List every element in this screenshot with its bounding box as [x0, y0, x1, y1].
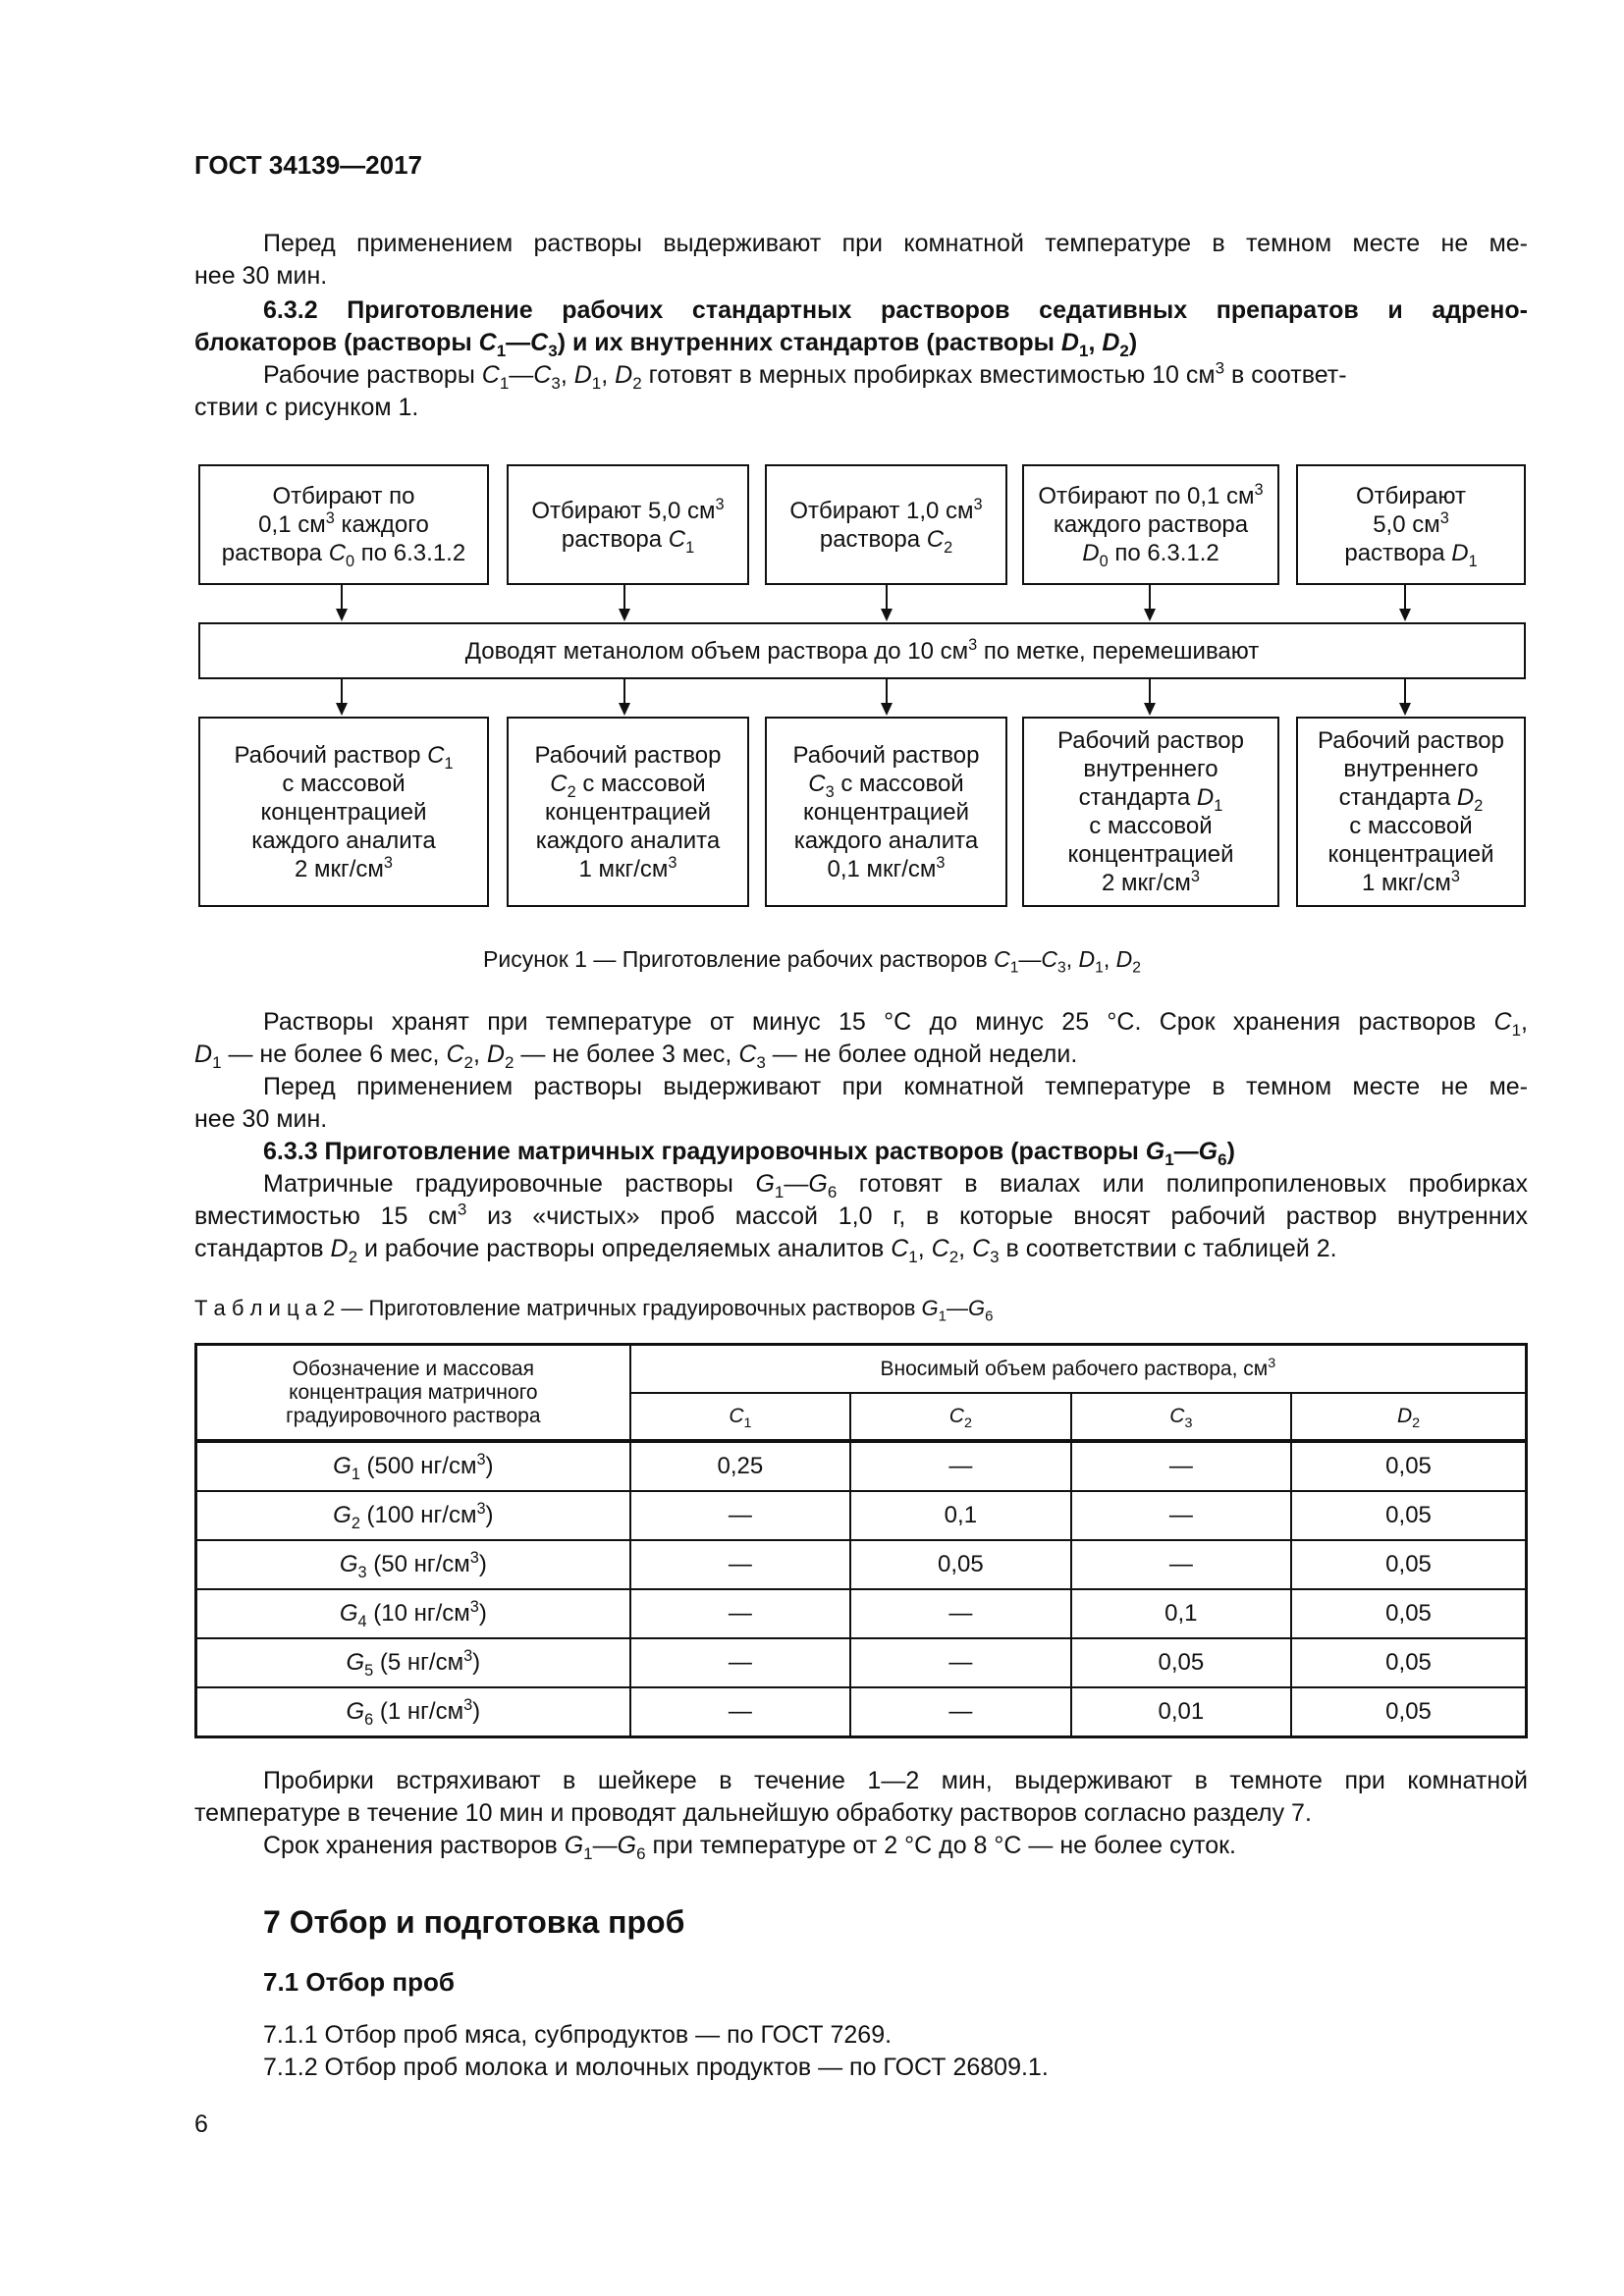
arrow-down-icon — [619, 609, 630, 621]
flow-box-bottom-1: Рабочий раствор $C_1$ с массовой концентрацией каждого аналита 2 мкг/$см^3$ — [198, 717, 489, 907]
flow-connector — [623, 679, 625, 705]
paragraph-line: нее 30 мин. — [194, 262, 328, 290]
table-cell: — — [1071, 1441, 1291, 1491]
table-cell: 0,05 — [850, 1540, 1070, 1589]
section-heading: блокаторов (растворы $C_1—C_3$) и их внутренних стандартов (растворы $D_1$, $D_2$) — [194, 329, 1138, 360]
arrow-down-icon — [881, 703, 893, 716]
flow-box-bottom-3: Рабочий раствор $C_3$ с массовой концентрацией каждого аналита 0,1 мкг/$см^3$ — [765, 717, 1007, 907]
flow-box-bottom-5: Рабочий раствор внутреннего стандарта $D_2$ с массовой концентрацией 1 мкг/$см^3$ — [1296, 717, 1526, 907]
paragraph-line: Пробирки встряхивают в шейкере в течение 1—2 мин, выдерживают в темноте при комнатной — [263, 1767, 1528, 1794]
table-cell: 0,05 — [1291, 1540, 1526, 1589]
list-item: 7.1.1 Отбор проб мяса, субпродуктов — по ГОСТ 7269. — [263, 2021, 893, 2049]
flow-box-top-4: Отбирают по 0,1 $см^3$ каждого раствора $D_0$ по 6.3.1.2 — [1022, 464, 1279, 585]
table-column-header: $C_1$ — [630, 1393, 850, 1441]
table-cell: 0,05 — [1291, 1687, 1526, 1737]
arrow-down-icon — [1399, 609, 1411, 621]
flow-connector — [1149, 585, 1151, 611]
flow-connector — [623, 585, 625, 611]
table-cell: 0,1 — [850, 1491, 1070, 1540]
table-cell: 0,05 — [1071, 1638, 1291, 1687]
flow-connector — [341, 585, 343, 611]
paragraph-line: Перед применением растворы выдерживают при комнатной температуре в темном месте не ме- — [263, 230, 1528, 257]
table-cell: $G_6$ (1 $нг/см^3$) — [196, 1687, 630, 1737]
table-cell: $G_2$ (100 $нг/см^3$) — [196, 1491, 630, 1540]
flow-box-top-5: Отбирают 5,0 $см^3$ раствора $D_1$ — [1296, 464, 1526, 585]
table-column-header: $D_2$ — [1291, 1393, 1526, 1441]
paragraph-line: температуре в течение 10 мин и проводят дальнейшую обработку растворов согласно разделу 7. — [194, 1799, 1312, 1827]
arrow-down-icon — [619, 703, 630, 716]
table-cell: — — [850, 1638, 1070, 1687]
table-cell: $G_1$ (500 $нг/см^3$) — [196, 1441, 630, 1491]
paragraph-line: $D_1$ — не более 6 мес, $C_2$, $D_2$ — не более 3 мес, $C_3$ — не более одной недели. — [194, 1041, 1078, 1072]
table-column-header: $C_2$ — [850, 1393, 1070, 1441]
table-cell: — — [630, 1491, 850, 1540]
paragraph-line: нее 30 мин. — [194, 1105, 328, 1133]
page-number: 6 — [194, 2110, 208, 2138]
paragraph-line: Срок хранения растворов $G_1—G_6$ при температуре от 2 °С до 8 °С — не более суток. — [263, 1832, 1236, 1863]
paragraph-line: стандартов $D_2$ и рабочие растворы определяемых аналитов $C_1$, $C_2$, $C_3$ в соответствии с таблицей 2. — [194, 1235, 1337, 1266]
table-cell: 0,01 — [1071, 1687, 1291, 1737]
section-heading: 6.3.3 Приготовление матричных градуировочных растворов (растворы $G_1—G_6$) — [263, 1138, 1235, 1169]
table-cell: $G_3$ (50 $нг/см^3$) — [196, 1540, 630, 1589]
table-cell: $G_4$ (10 $нг/см^3$) — [196, 1589, 630, 1638]
flow-box-bottom-2: Рабочий раствор $C_2$ с массовой концентрацией каждого аналита 1 мкг/$см^3$ — [507, 717, 749, 907]
table-row — [196, 1687, 1527, 1737]
list-item: 7.1.2 Отбор проб молока и молочных продуктов — по ГОСТ 26809.1. — [263, 2054, 1049, 2081]
arrow-down-icon — [1399, 703, 1411, 716]
subsection-title: 7.1 Отбор проб — [263, 1967, 455, 1997]
arrow-down-icon — [1144, 609, 1156, 621]
flow-connector — [1149, 679, 1151, 705]
document-code: ГОСТ 34139—2017 — [194, 150, 422, 180]
table-row — [196, 1441, 1527, 1491]
section-heading: 6.3.2 Приготовление рабочих стандартных растворов седативных препаратов и адрено- — [263, 296, 1528, 324]
section-title: 7 Отбор и подготовка проб — [263, 1904, 685, 1940]
arrow-down-icon — [1144, 703, 1156, 716]
table-cell: — — [1071, 1540, 1291, 1589]
arrow-down-icon — [336, 609, 348, 621]
table-cell: — — [850, 1687, 1070, 1737]
paragraph-line: ствии с рисунком 1. — [194, 394, 419, 421]
table-column-header: $C_3$ — [1071, 1393, 1291, 1441]
table-header-cell: Обозначение и массовая концентрация матричного градуировочного раствора — [196, 1345, 630, 1442]
table-cell: 0,05 — [1291, 1589, 1526, 1638]
table-cell: — — [630, 1687, 850, 1737]
flow-box-top-2: Отбирают 5,0 $см^3$ раствора $C_1$ — [507, 464, 749, 585]
flow-box-top-3: Отбирают 1,0 $см^3$ раствора $C_2$ — [765, 464, 1007, 585]
table-header-cell: Вносимый объем рабочего раствора, $см^3$ — [630, 1345, 1527, 1394]
paragraph-line: Перед применением растворы выдерживают при комнатной температуре в темном месте не ме- — [263, 1073, 1528, 1100]
flow-connector — [886, 679, 888, 705]
table-cell: 0,05 — [1291, 1491, 1526, 1540]
figure-caption: Рисунок 1 — Приготовление рабочих растворов $C_1—C_3$, $D_1$, $D_2$ — [483, 946, 1141, 977]
flow-connector — [341, 679, 343, 705]
table-row — [196, 1491, 1527, 1540]
paragraph-line: вместимостью 15 $см^3$ из «чистых» проб массой 1,0 г, в которые вносят рабочий раствор внутренних — [194, 1200, 1528, 1230]
table-cell: 0,1 — [1071, 1589, 1291, 1638]
flow-box-top-1: Отбирают по 0,1 $см^3$ каждого раствора $C_0$ по 6.3.1.2 — [198, 464, 489, 585]
table-cell: 0,05 — [1291, 1638, 1526, 1687]
table-cell: — — [630, 1540, 850, 1589]
flow-box-middle: Доводят метанолом объем раствора до 10 $см^3$ по метке, перемешивают — [198, 622, 1526, 679]
table-cell: $G_5$ (5 $нг/см^3$) — [196, 1638, 630, 1687]
paragraph-line: Растворы хранят при температуре от минус 15 °С до минус 25 °С. Срок хранения растворов $C_1$, — [263, 1008, 1528, 1040]
arrow-down-icon — [336, 703, 348, 716]
paragraph-line: Матричные градуировочные растворы $G_1—G_6$ готовят в виалах или полипропиленовых пробирках — [263, 1170, 1528, 1201]
paragraph-line: Рабочие растворы $C_1—C_3$, $D_1$, $D_2$ готовят в мерных пробирках вместимостью 10 $см^3$ в соответ- — [263, 358, 1347, 393]
arrow-down-icon — [881, 609, 893, 621]
table-2 — [194, 1343, 1528, 1738]
table-cell: 0,05 — [1291, 1441, 1526, 1491]
table-cell: — — [630, 1589, 850, 1638]
table-row — [196, 1540, 1527, 1589]
flow-connector — [1404, 585, 1406, 611]
table-cell: — — [630, 1638, 850, 1687]
table-caption: Т а б л и ц а 2 — Приготовление матричных градуировочных растворов $G_1—G_6$ — [194, 1296, 994, 1325]
table-cell: — — [1071, 1491, 1291, 1540]
table-row — [196, 1589, 1527, 1638]
table-cell: 0,25 — [630, 1441, 850, 1491]
flow-connector — [886, 585, 888, 611]
table-row — [196, 1638, 1527, 1687]
table-cell: — — [850, 1441, 1070, 1491]
flow-box-bottom-4: Рабочий раствор внутреннего стандарта $D_1$ с массовой концентрацией 2 мкг/$см^3$ — [1022, 717, 1279, 907]
table-cell: — — [850, 1589, 1070, 1638]
flow-connector — [1404, 679, 1406, 705]
